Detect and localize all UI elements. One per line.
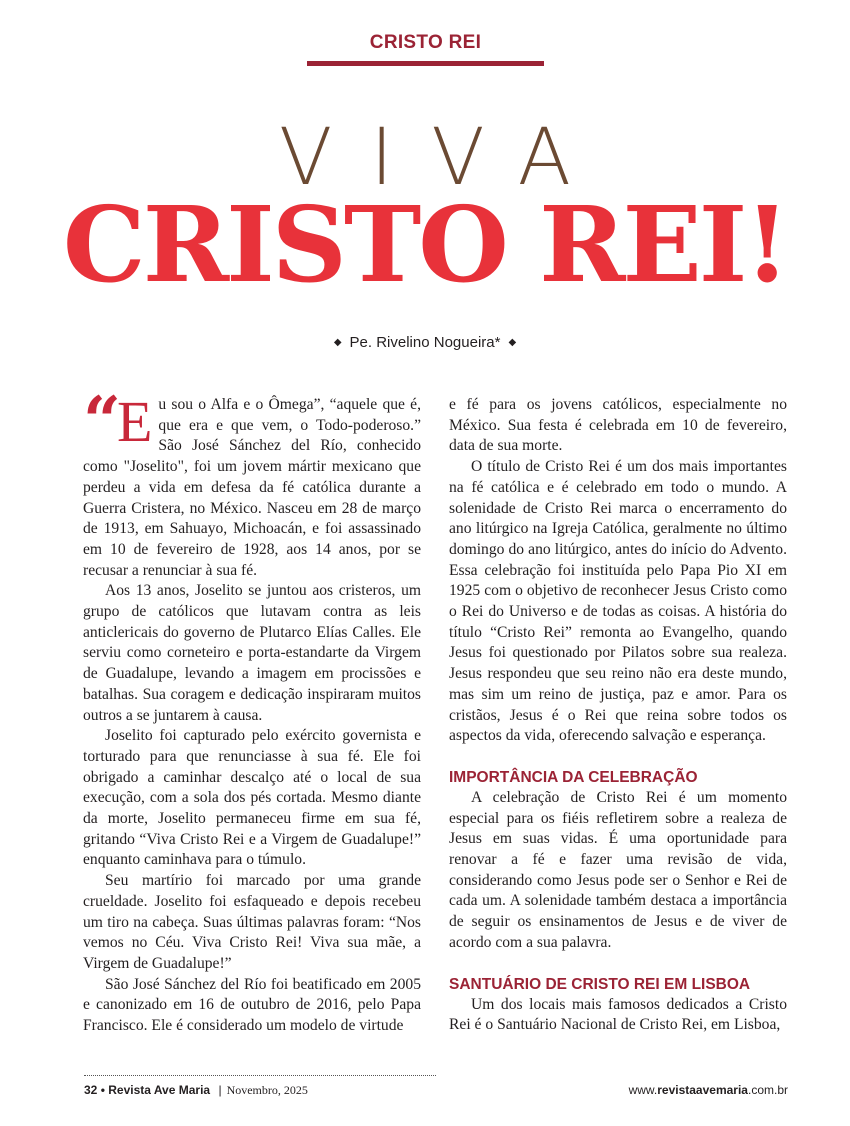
paragraph: Um dos locais mais famosos dedicados a Cristo Rei é o Santuário Nacional de Cristo Rei, em Lisboa, bbox=[449, 995, 787, 1034]
author: Pe. Rivelino Nogueira* bbox=[349, 334, 501, 351]
diamond-icon: ◆ bbox=[508, 337, 517, 348]
paragraph: O título de Cristo Rei é um dos mais importantes na fé católica e é celebrado em todo o mundo. A solenidade de Cristo Rei marca o encerramento do ano litúrgico na Igreja Católica, geralmente no último domingo do ano litúrgico, antes do início do Advento. Essa celebração foi instituída pelo Papa Pio XI em 1925 com o objetivo de reconhecer Jesus Cristo como o Rei do Universo e de todas as coisas. A história do título “Cristo Rei” remonta ao Evangelho, quando Jesus foi questionado por Pilatos sobre sua realeza. Jesus respondeu que seu reino não era deste mundo, mas sim um reino de justiça, paz e amor. Para os cristãos, Jesus é o Rei que reina sobre todos os aspectos da vida, oferecendo salvação e esperança. bbox=[449, 458, 787, 745]
bullet: • bbox=[100, 1083, 105, 1097]
paragraph-text: u sou o Alfa e o Ômega”, “aquele que é, que era e que vem, o Todo-poderoso.” São José Sánchez del Río, conhecido como "Joselito", foi um jovem mártir mexicano que perdeu a vida em defesa da fé católica durante a Guerra Cristera, no México. Nasceu em 28 de março de 1913, em Sahuayo, Michoacán, e foi assassinado em 10 de fevereiro de 1928, aos 14 anos, por se recusar a renunciar à sua fé. bbox=[83, 396, 421, 579]
paragraph: Aos 13 anos, Joselito se juntou aos cristeros, um grupo de católicos que lutavam contra as leis anticlericais do governo de Plutarco Elías Calles. Ele serviu como corneteiro e porta-estandarte da Virgem de Guadalupe, levando a imagem em procissões e batalhas. Sua coragem e dedicação inspiraram muitos outros a se juntarem à causa. bbox=[83, 582, 421, 724]
issue-date: Novembro, 2025 bbox=[226, 1083, 308, 1097]
paragraph-continuation: e fé para os jovens católicos, especialmente no México. Sua festa é celebrada em 10 de fevereiro, data de sua morte. bbox=[449, 396, 787, 455]
url-domain: revistaavemaria bbox=[657, 1083, 748, 1097]
diamond-icon: ◆ bbox=[333, 337, 342, 348]
byline bbox=[0, 334, 850, 351]
column-left bbox=[83, 382, 421, 1037]
paragraph: São José Sánchez del Río foi beatificado em 2005 e canonizado em 16 de outubro de 2016, pelo Papa Francisco. Ele é considerado um modelo de virtude bbox=[83, 975, 421, 1035]
section-tag: CRISTO REI bbox=[369, 32, 482, 53]
section-heading: SANTUÁRIO DE CRISTO REI EM LISBOA bbox=[449, 975, 751, 993]
section-heading: IMPORTÂNCIA DA CELEBRAÇÃO bbox=[449, 768, 698, 786]
column-right bbox=[449, 395, 787, 1036]
footer-left bbox=[84, 1083, 308, 1098]
footer-rule bbox=[84, 1075, 436, 1076]
paragraph: Seu martírio foi marcado por uma grande crueldade. Joselito foi esfaqueado e depois recebeu um tiro na cabeça. Suas últimas palavras foram: “Nos vemos no Céu. Viva Cristo Rei! Viva sua mãe, a Virgem de Guadalupe!” bbox=[83, 872, 421, 972]
article-title: CRISTO REI! bbox=[62, 183, 788, 306]
url-prefix: www. bbox=[628, 1083, 658, 1097]
website-url[interactable] bbox=[629, 1083, 788, 1097]
drop-cap: E bbox=[116, 389, 153, 454]
section-rule bbox=[307, 61, 544, 66]
page-number: 32 bbox=[84, 1083, 98, 1097]
paragraph: A celebração de Cristo Rei é um momento especial para os fiéis refletirem sobre a realeza de Jesus em suas vidas. É uma oportunidade para renovar a fé e fazer uma revisão de vida, considerando como Jesus pode ser o Senhor e Rei de cada um. A solenidade também destaca a importância de seguir os ensinamentos de Jesus e de viver de acordo com a sua palavra. bbox=[449, 788, 787, 951]
url-suffix: .com.br bbox=[747, 1083, 788, 1097]
magazine-name: Revista Ave Maria bbox=[108, 1083, 211, 1097]
title-top: VIVA bbox=[278, 113, 610, 203]
quote-mark-icon: “ bbox=[83, 382, 117, 460]
paragraph-opening bbox=[83, 382, 421, 581]
paragraph: Joselito foi capturado pelo exército governista e torturado para que renunciasse à sua fé. Ele foi obrigado a caminhar descalço até o local de sua execução, com a sola dos pés cortada. Mesmo diante da morte, Joselito permaneceu firme em sua fé, gritando “Viva Cristo Rei e a Virgem de Guadalupe!” enquanto caminhava para o túmulo. bbox=[83, 727, 421, 869]
separator: | bbox=[218, 1083, 222, 1097]
